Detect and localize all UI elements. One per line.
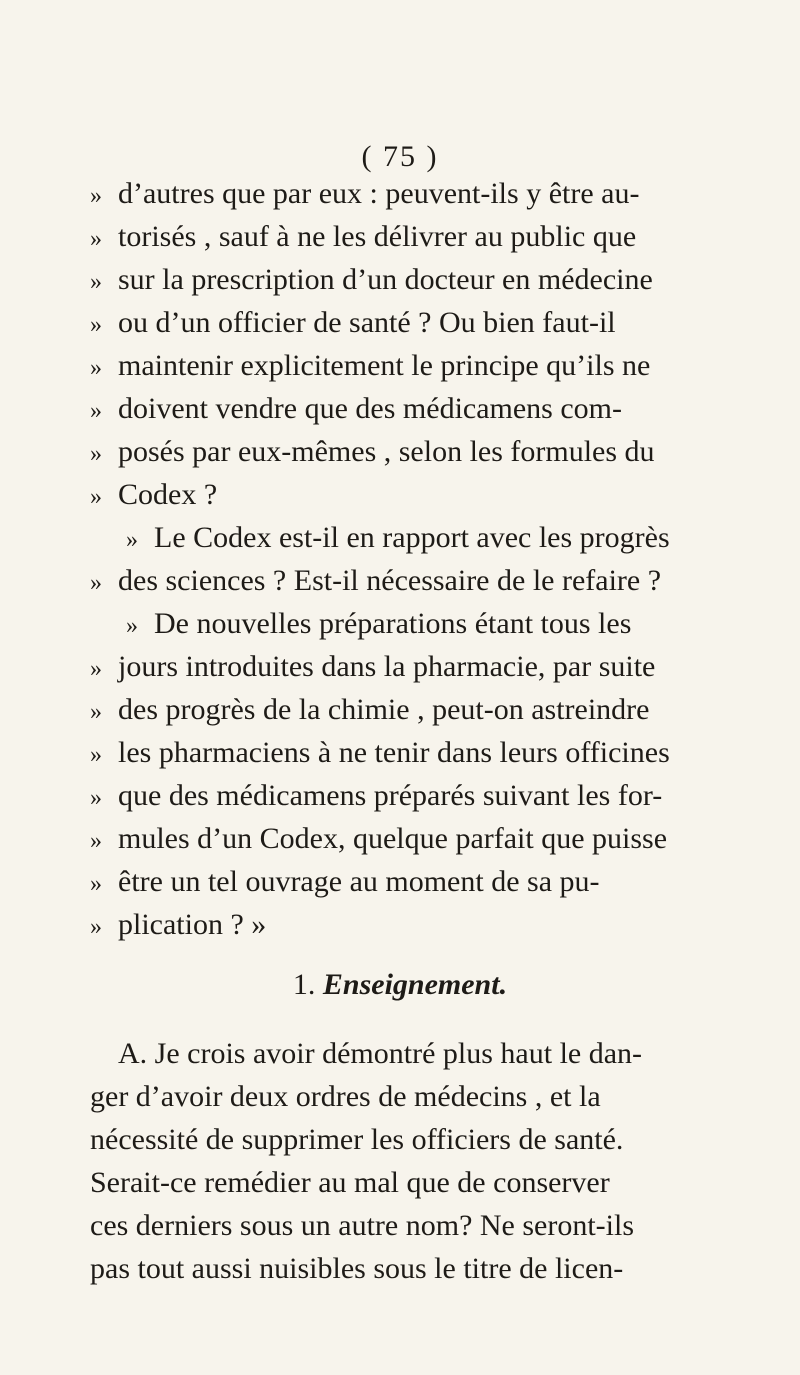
text-line <box>90 174 639 216</box>
quote-mark: » <box>90 183 102 209</box>
quote-mark: » <box>90 398 102 424</box>
line-text: mules d’un Codex, quelque parfait que puisse <box>118 822 668 855</box>
quote-mark: » <box>90 742 102 768</box>
quote-mark: » <box>90 828 102 854</box>
text-line <box>90 733 670 775</box>
quote-mark: » <box>90 484 102 510</box>
text-line: ces derniers sous un autre nom? Ne seront-ils <box>90 1209 635 1242</box>
quote-mark: » <box>90 656 102 682</box>
quote-mark: » <box>90 312 102 338</box>
text-line <box>90 389 622 431</box>
quote-mark: » <box>90 570 102 596</box>
text-line <box>90 346 650 388</box>
line-text: des progrès de la chimie , peut-on astreindre <box>118 693 650 726</box>
line-text: d’autres que par eux : peuvent-ils y être au- <box>118 177 640 210</box>
page-number: ( 75 ) <box>361 140 439 173</box>
text-line <box>90 432 655 474</box>
text-line <box>90 690 649 732</box>
text-line <box>90 647 655 689</box>
text-line <box>90 819 667 861</box>
text-line <box>126 518 670 560</box>
text-line <box>90 905 266 947</box>
quote-mark: » <box>126 613 138 639</box>
line-text: doivent vendre que des médicamens com- <box>118 392 622 425</box>
quote-mark: » <box>90 699 102 725</box>
text-line <box>90 475 217 517</box>
quote-mark: » <box>90 441 102 467</box>
text-line <box>90 303 616 345</box>
text-line: nécessité de supprimer les officiers de santé. <box>90 1123 624 1156</box>
line-text: être un tel ouvrage au moment de sa pu- <box>118 865 600 898</box>
text-line <box>90 862 600 904</box>
line-text: maintenir explicitement le principe qu’ils ne <box>118 349 651 382</box>
line-text: que des médicamens préparés suivant les for- <box>118 779 663 812</box>
quote-mark: » <box>126 527 138 553</box>
line-text: jours introduites dans la pharmacie, par suite <box>118 650 656 683</box>
line-text: posés par eux-mêmes , selon les formules du <box>118 435 655 468</box>
text-line: ger d’avoir deux ordres de médecins , et la <box>90 1080 601 1113</box>
quote-mark: » <box>90 355 102 381</box>
quote-mark: » <box>90 269 102 295</box>
text-line: A. Je crois avoir démontré plus haut le dan- <box>118 1037 643 1070</box>
line-text: plication ? » <box>118 908 267 941</box>
line-text: les pharmaciens à ne tenir dans leurs officines <box>118 736 670 769</box>
quote-mark: » <box>90 785 102 811</box>
line-text: sur la prescription d’un docteur en médecine <box>118 263 653 296</box>
line-text: des sciences ? Est-il nécessaire de le refaire ? <box>118 564 662 597</box>
text-line: pas tout aussi nuisibles sous le titre de licen- <box>90 1252 624 1285</box>
text-line <box>126 604 631 646</box>
text-line <box>90 561 661 603</box>
text-line <box>90 776 662 818</box>
section-heading <box>0 968 800 1002</box>
line-text: De nouvelles préparations étant tous les <box>154 607 632 640</box>
quote-mark: » <box>90 871 102 897</box>
line-text: torisés , sauf à ne les délivrer au public que <box>118 220 637 253</box>
text-line <box>90 217 636 259</box>
text-line: Serait-ce remédier au mal que de conserver <box>90 1166 610 1199</box>
section-number: 1. <box>292 968 316 1001</box>
line-text: Le Codex est-il en rapport avec les progrès <box>154 521 670 554</box>
line-text: Codex ? <box>118 478 218 511</box>
quote-mark: » <box>90 226 102 252</box>
section-title: Enseignement. <box>322 968 508 1001</box>
line-text: ou d’un officier de santé ? Ou bien faut-il <box>118 306 616 339</box>
text-line <box>90 260 653 302</box>
quote-mark: » <box>90 914 102 940</box>
